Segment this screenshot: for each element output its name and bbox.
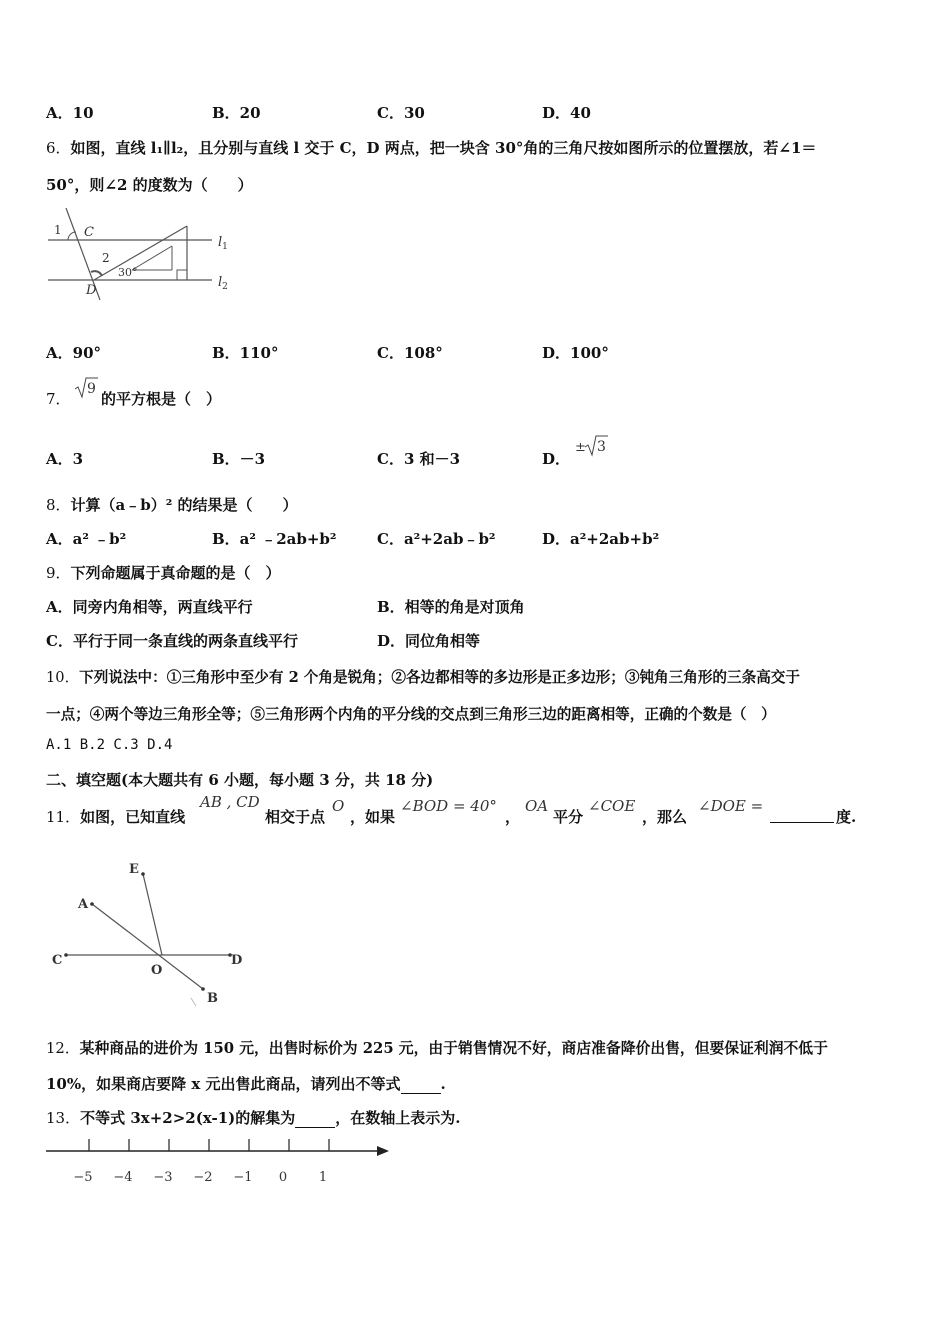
- number-line-tick-label: −4: [113, 1170, 133, 1185]
- q7-radicand: 9: [87, 381, 96, 397]
- q10-line2: 一点；④两个等边三角形全等；⑤三角形两个内角的平分线的交点到三角形三边的距离相等，正确的个数是（ ）: [46, 706, 776, 723]
- q6-fig-label-l2: l: [218, 275, 223, 290]
- q7-line: [46, 388, 71, 409]
- q6-line2: 50°，则∠2 的度数为（ ）: [46, 176, 253, 194]
- q9-option-c: C．平行于同一条直线的两条直线平行: [46, 632, 298, 650]
- q6-fig-label-d: D: [86, 283, 97, 298]
- q10-options: A.1 B.2 C.3 D.4: [46, 737, 173, 753]
- q12-number: 12．: [46, 1040, 80, 1057]
- q13-number: 13．: [46, 1109, 81, 1127]
- q12-text-line2b: .: [440, 1075, 446, 1093]
- q7-option-d-math: [574, 434, 610, 458]
- q9-line: [46, 562, 281, 583]
- q9-option-b: B．相等的角是对顶角: [377, 598, 525, 616]
- q6-fig-label-c: C: [84, 225, 94, 240]
- q8-number: 8．: [46, 496, 71, 514]
- q9-number: 9．: [46, 564, 71, 582]
- number-line-tick-label: 1: [318, 1170, 328, 1185]
- q11-fig-label-o: O: [151, 963, 163, 978]
- q11-number: 11．: [46, 808, 81, 826]
- q11-t6: ，那么: [642, 808, 688, 826]
- q6-fig-label-l2-sub: 2: [222, 282, 228, 292]
- q7-option-d: D．: [542, 450, 571, 468]
- q11-m6: ∠DOE =: [698, 797, 764, 815]
- q11-answer-blank[interactable]: [770, 822, 834, 823]
- q13-text-b: ，在数轴上表示为.: [335, 1109, 461, 1127]
- number-line-tick-label: −3: [153, 1170, 173, 1185]
- q13-number-line: [44, 1134, 394, 1190]
- number-line-tick-label: 0: [278, 1170, 288, 1185]
- svg-text:l2: [218, 275, 228, 292]
- q8-option-d: D．a²+2ab+b²: [542, 530, 660, 548]
- number-line-tick-label: −5: [73, 1170, 93, 1185]
- q7-option-a: A．3: [46, 450, 84, 468]
- q7-number: 7．: [46, 390, 71, 408]
- q13-text-a: 不等式 3x+2>2(x-1)的解集为: [80, 1109, 296, 1127]
- svg-text:l1: [218, 235, 228, 252]
- q7-option-d-pm: ±: [575, 440, 586, 455]
- q5-option-b: B．20: [212, 104, 261, 122]
- q6-fig-label-30: 30°: [118, 266, 138, 279]
- q5-option-c: C．30: [377, 104, 425, 122]
- q8-option-b: B．a² ﹣2ab+b²: [212, 530, 337, 548]
- q6-text-line1: 如图，直线 l₁∥l₂，且分别与直线 l 交于 C，D 两点，把一块含 30°角的三角尺按如图所示的位置摆放，若∠1＝: [70, 139, 817, 157]
- q11-m5: ∠COE: [588, 797, 636, 815]
- q7-option-b: B．－3: [212, 450, 266, 468]
- q11-m3: ∠BOD = 40°: [400, 797, 497, 815]
- q11-line: [46, 806, 185, 827]
- q11-fig-label-a: A: [78, 897, 89, 912]
- q6-option-c: C．108°: [377, 344, 443, 362]
- q6-fig-label-1: 1: [54, 223, 62, 237]
- q12-text-line2a: 10%，如果商店要降 x 元出售此商品，请列出不等式: [46, 1075, 401, 1093]
- q9-option-d: D．同位角相等: [377, 632, 481, 650]
- q6-fig-label-l1-sub: 1: [222, 242, 228, 252]
- q8-option-c: C．a²+2ab﹣b²: [377, 530, 496, 548]
- q12-line1: [46, 1037, 828, 1058]
- q7-option-d-radicand: 3: [597, 439, 606, 455]
- q11-t7: 度.: [836, 808, 857, 826]
- q12-line2: [46, 1073, 446, 1094]
- q9-option-a: A．同旁内角相等，两直线平行: [46, 598, 253, 616]
- q7-text: 的平方根是（ ）: [101, 390, 222, 408]
- q11-figure: [48, 856, 258, 1012]
- q13-answer-blank[interactable]: [295, 1109, 335, 1128]
- q7-option-c: C．3 和－3: [377, 450, 461, 468]
- q13-line: [46, 1107, 460, 1128]
- q5-option-a: A．10: [46, 104, 94, 122]
- q12-answer-blank[interactable]: [401, 1075, 441, 1094]
- q11-fig-label-c: C: [52, 953, 63, 968]
- q6-option-b: B．110°: [212, 344, 279, 362]
- q8-option-a: A．a² ﹣b²: [46, 530, 127, 548]
- q6-fig-label-2: 2: [102, 251, 110, 265]
- q6-number: 6．: [46, 139, 71, 157]
- q10-line1: [46, 666, 800, 687]
- q11-t1: 如图，已知直线: [80, 808, 186, 826]
- q11-t3: ，如果: [350, 808, 396, 826]
- q11-fig-label-e: E: [129, 862, 139, 877]
- q11-m2: O: [332, 797, 345, 815]
- q8-text: 计算（a﹣b）² 的结果是（ ）: [70, 496, 298, 514]
- q6-figure: [44, 204, 244, 304]
- q6-option-a: A．90°: [46, 344, 102, 362]
- q11-fig-label-d: D: [231, 953, 243, 968]
- number-line-tick-label: −2: [193, 1170, 213, 1185]
- q10-text-line1: 下列说法中：①三角形中至少有 2 个角是锐角；②各边都相等的多边形是正多边形；③钝角三角形的三条高交于: [79, 669, 800, 686]
- number-line-tick-label: −1: [233, 1170, 253, 1185]
- q11-t5: 平分: [553, 808, 584, 826]
- q8-line: [46, 494, 298, 515]
- q5-option-d: D．40: [542, 104, 591, 122]
- q7-sqrt-9: [74, 376, 100, 400]
- q11-m1: AB , CD: [200, 793, 260, 811]
- q6-line1: [46, 137, 816, 158]
- q11-t4: ，: [505, 808, 521, 826]
- q6-option-d: D．100°: [542, 344, 609, 362]
- q12-text-line1: 某种商品的进价为 150 元，出售时标价为 225 元，由于销售情况不好，商店准备降价出售，但要保证利润不低于: [79, 1040, 828, 1057]
- q11-m4: OA: [525, 797, 549, 815]
- q11-fig-label-b: B: [207, 991, 218, 1006]
- q11-t2: 相交于点: [265, 808, 326, 826]
- section2-title: 二、填空题(本大题共有 6 小题，每小题 3 分，共 18 分): [46, 771, 434, 789]
- q10-number: 10．: [46, 669, 80, 686]
- q6-fig-label-l1: l: [218, 235, 223, 250]
- q9-text: 下列命题属于真命题的是（ ）: [70, 564, 281, 582]
